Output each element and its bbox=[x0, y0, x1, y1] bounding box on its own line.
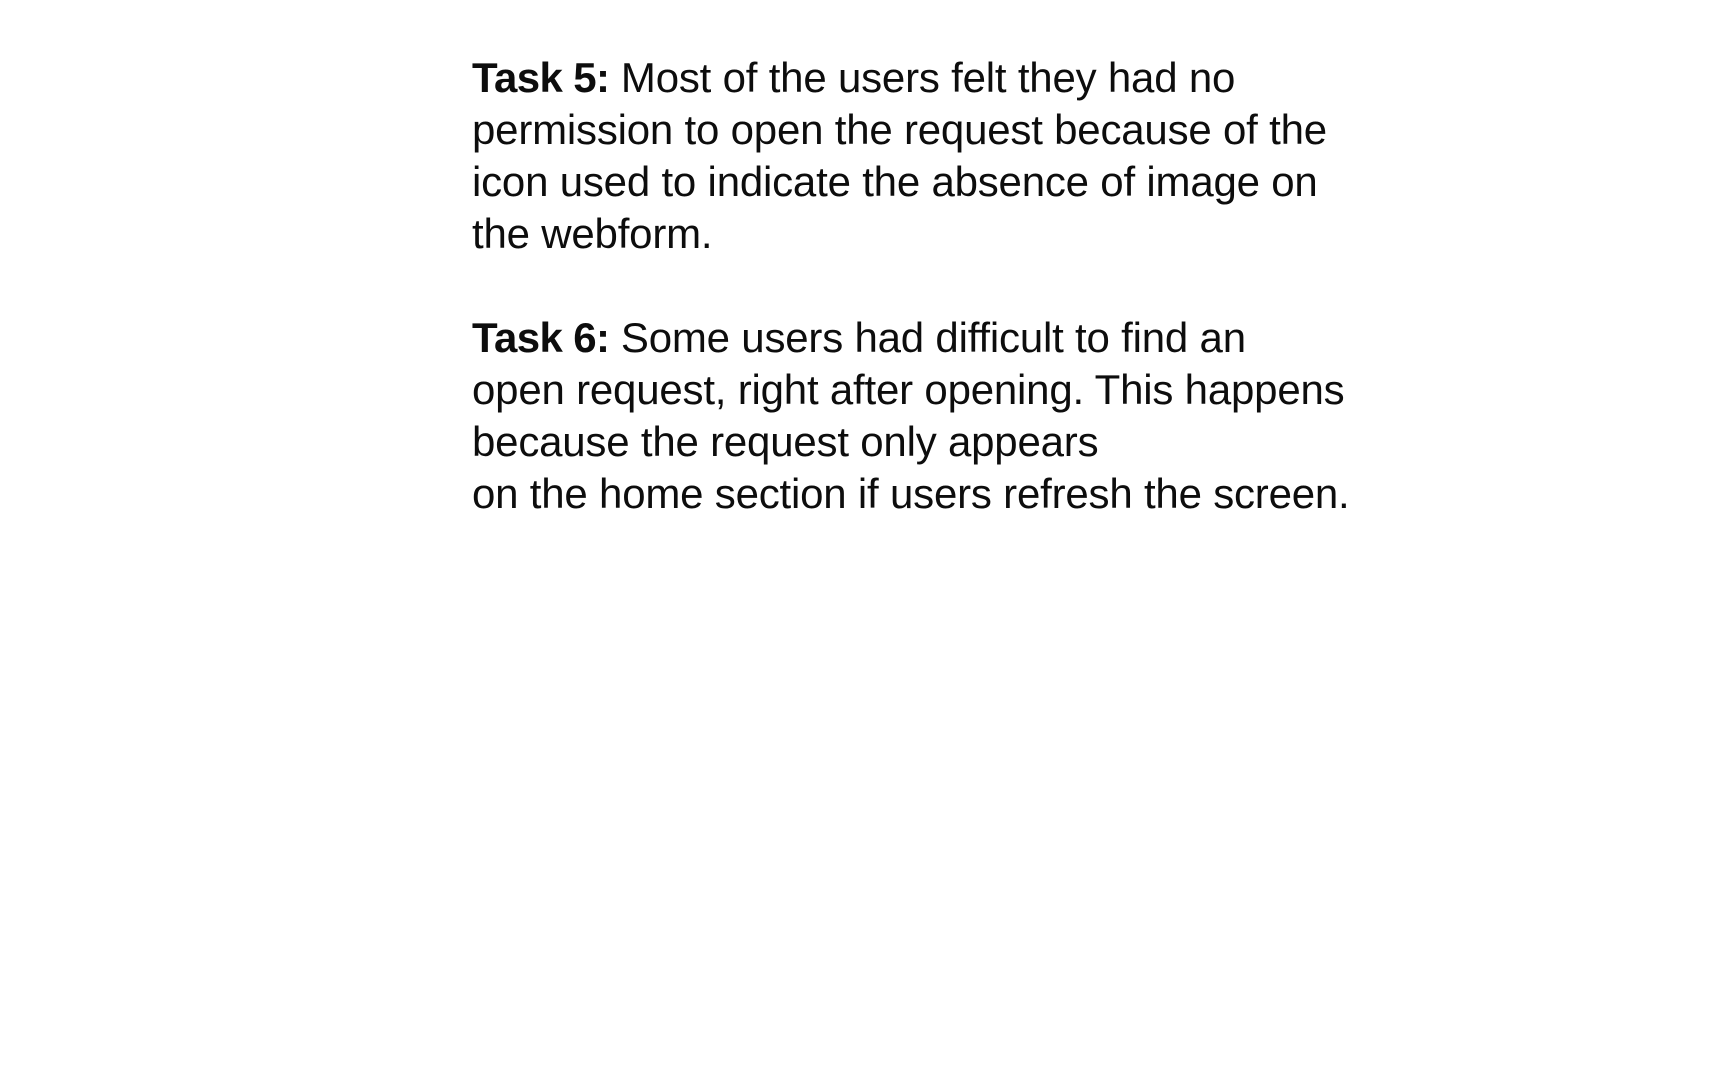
task-5-first-line bbox=[472, 52, 1432, 104]
task-5-line-1: Most of the users felt they had no bbox=[620, 54, 1236, 101]
task-6-label: Task 6: bbox=[472, 314, 610, 361]
findings-text bbox=[472, 52, 1432, 572]
task-6-line-4: on the home section if users refresh the screen. bbox=[472, 470, 1350, 517]
task-6-first-line bbox=[472, 312, 1432, 364]
task-5-line-2: permission to open the request because of the bbox=[472, 106, 1327, 153]
task-5-label: Task 5: bbox=[472, 54, 610, 101]
task-6-finding bbox=[472, 312, 1432, 520]
task-6-line-1: Some users had difficult to find an bbox=[620, 314, 1246, 361]
task-5-line-3: icon used to indicate the absence of image on bbox=[472, 158, 1318, 205]
task-6-line-2: open request, right after opening. This happens bbox=[472, 366, 1345, 413]
task-5-line-4: the webform. bbox=[472, 210, 713, 257]
task-5-finding bbox=[472, 52, 1432, 260]
task-6-line-3: because the request only appears bbox=[472, 418, 1099, 465]
